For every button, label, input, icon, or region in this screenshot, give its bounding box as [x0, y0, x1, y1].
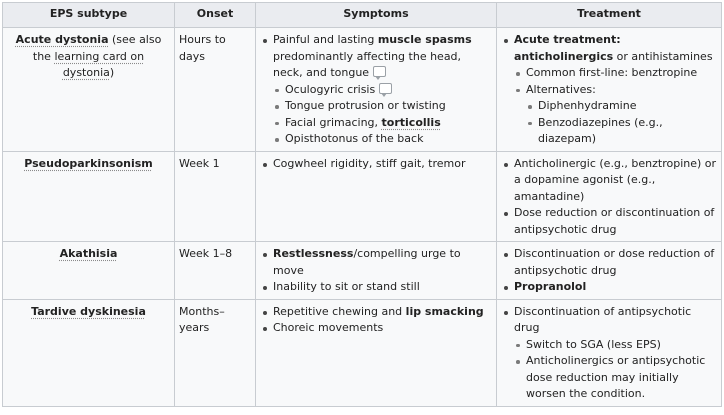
- list-item: Common first-line: benztropine: [526, 65, 717, 82]
- dystonia-learning-card-link[interactable]: learning card on dystonia: [54, 49, 145, 79]
- subtype-cell: [3, 242, 175, 300]
- symptoms-cell: [256, 299, 497, 406]
- table-row: [3, 242, 722, 300]
- list-item: Painful and lasting muscle spasms predominantly affecting the head, neck, and tongue Oculogyric crisis Tongue protrusion or twisting Facial grimacing, torticollis Opisthotonus of the back: [273, 32, 492, 148]
- propranolol-term: Propranolol: [514, 280, 587, 293]
- list-item: Choreic movements: [273, 320, 492, 337]
- header-onset: Onset: [175, 3, 256, 28]
- subtype-cell: [3, 299, 175, 406]
- table-row: [3, 151, 722, 242]
- treatment-cell: [497, 151, 722, 242]
- symptoms-cell: [256, 28, 497, 152]
- list-item: Anticholinergic (e.g., benztropine) or a dopamine agonist (e.g., amantadine): [514, 156, 717, 206]
- table-row: [3, 299, 722, 406]
- comment-icon[interactable]: [379, 83, 392, 94]
- treatment-cell: [497, 28, 722, 152]
- eps-table-container: [2, 2, 722, 407]
- restlessness-term: Restlessness: [273, 247, 354, 260]
- list-item: Alternatives: Diphenhydramine Benzodiazepines (e.g., diazepam): [526, 82, 717, 148]
- header-symptoms: Symptoms: [256, 3, 497, 28]
- list-item: Benzodiazepines (e.g., diazepam): [538, 115, 717, 148]
- table-row: [3, 28, 722, 152]
- lip-smacking-term: lip smacking: [405, 304, 484, 318]
- subtype-tardive-dyskinesia-link[interactable]: Tardive dyskinesia: [31, 304, 146, 318]
- list-item: Diphenhydramine: [538, 98, 717, 115]
- list-item: [514, 279, 717, 296]
- onset-cell: Week 1–8: [175, 242, 256, 300]
- subtype-pseudoparkinsonism-link[interactable]: Pseudoparkinsonism: [24, 156, 153, 170]
- comment-icon[interactable]: [373, 66, 386, 77]
- eps-table: [2, 2, 722, 407]
- list-item: Cogwheel rigidity, stiff gait, tremor: [273, 156, 492, 173]
- subtype-cell: [3, 151, 175, 242]
- subtype-acute-dystonia-link[interactable]: Acute dystonia: [15, 33, 109, 46]
- list-item: Dose reduction or discontinuation of antipsychotic drug: [514, 205, 717, 238]
- header-treatment: Treatment: [497, 3, 722, 28]
- list-item: Switch to SGA (less EPS): [526, 337, 717, 354]
- header-row: [3, 3, 722, 28]
- list-item: Opisthotonus of the back: [285, 131, 492, 148]
- subtype-akathisia-link[interactable]: Akathisia: [59, 247, 118, 260]
- list-item: Discontinuation of antipsychotic drug Switch to SGA (less EPS) Anticholinergics or antipsychotic dose reduction may initially worsen the condition.: [514, 304, 717, 403]
- onset-cell: Months–years: [175, 299, 256, 406]
- list-item: Anticholinergics or antipsychotic dose reduction may initially worsen the condition.: [526, 353, 717, 403]
- onset-cell: Hours to days: [175, 28, 256, 152]
- list-item: Restlessness/compelling urge to move: [273, 246, 492, 279]
- list-item: Tongue protrusion or twisting: [285, 98, 492, 115]
- list-item: Oculogyric crisis: [285, 82, 492, 99]
- treatment-cell: [497, 299, 722, 406]
- subtype-cell: Acute dystonia (see also the learning card on dystonia): [3, 28, 175, 152]
- torticollis-link[interactable]: torticollis: [381, 115, 441, 129]
- list-item: Discontinuation or dose reduction of antipsychotic drug: [514, 246, 717, 279]
- list-item: Inability to sit or stand still: [273, 279, 492, 296]
- symptoms-cell: [256, 151, 497, 242]
- symptoms-cell: [256, 242, 497, 300]
- list-item: Acute treatment: anticholinergics or antihistamines Common first-line: benztropine Alternatives: Diphenhydramine Benzodiazepines (e.g., diazepam): [514, 32, 717, 148]
- onset-cell: Week 1: [175, 151, 256, 242]
- list-item: Facial grimacing, torticollis: [285, 115, 492, 132]
- list-item: Repetitive chewing and lip smacking: [273, 304, 492, 321]
- header-eps-subtype: EPS subtype: [3, 3, 175, 28]
- treatment-cell: [497, 242, 722, 300]
- muscle-spasms-term: muscle spasms: [377, 33, 472, 46]
